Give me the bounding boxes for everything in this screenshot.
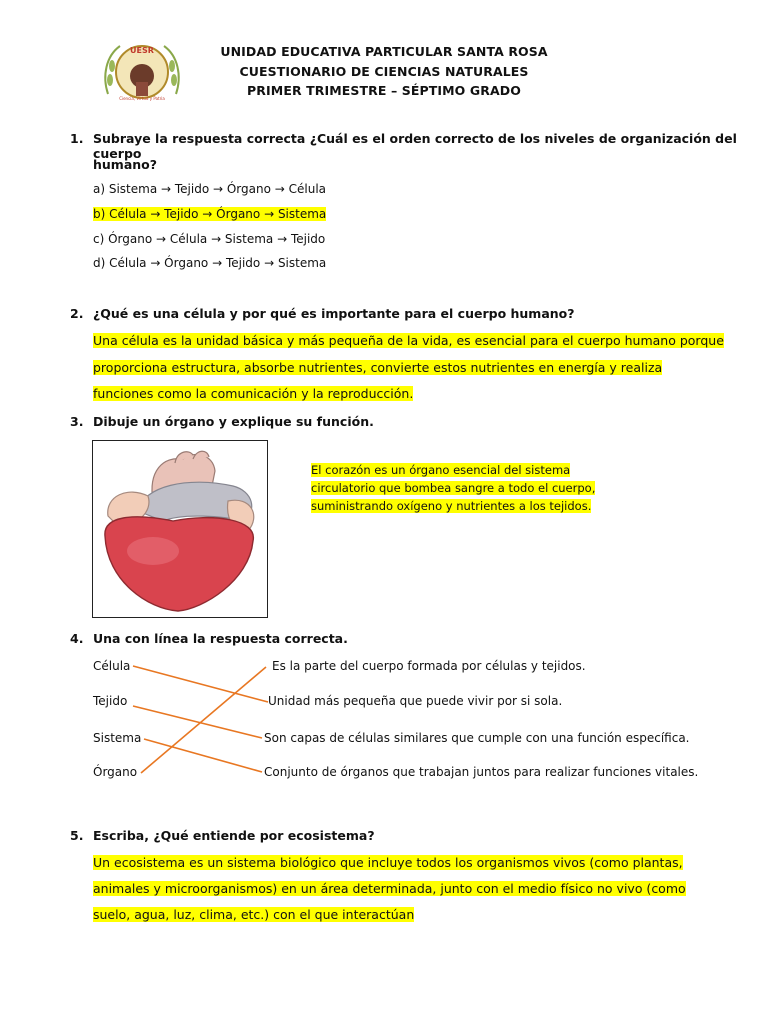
q3-answer-line: El corazón es un órgano esencial del sistema xyxy=(311,463,571,477)
q2-number: 2. xyxy=(70,306,84,321)
q5-text: Escriba, ¿Qué entiende por ecosistema? xyxy=(93,828,375,843)
match-line-celula xyxy=(133,666,268,702)
subject-title: CUESTIONARIO DE CIENCIAS NATURALES xyxy=(239,64,529,79)
match-term-tejido: Tejido xyxy=(93,694,128,708)
match-definition: Es la parte del cuerpo formada por células y tejidos. xyxy=(272,659,586,673)
match-term-organo: Órgano xyxy=(93,765,138,779)
match-term-sistema: Sistema xyxy=(93,731,142,745)
match-definition: Conjunto de órganos que trabajan juntos para realizar funciones vitales. xyxy=(264,765,699,779)
q5-answer-line: Un ecosistema es un sistema biológico que incluye todos los organismos vivos (como plantas, xyxy=(93,855,683,870)
q4-number: 4. xyxy=(70,631,84,646)
q2-answer-line: Una célula es la unidad básica y más pequeña de la vida, es esencial para el cuerpo humano porque xyxy=(93,333,724,348)
q5-answer-line: suelo, agua, luz, clima, etc.) con el que interactúan xyxy=(93,907,415,922)
q2-answer-line: funciones como la comunicación y la reproducción. xyxy=(93,386,414,401)
q1-option-b: b) Célula → Tejido → Órgano → Sistema xyxy=(93,207,327,221)
q3-answer-line: suministrando oxígeno y nutrientes a los tejidos. xyxy=(311,499,592,513)
q1-number: 1. xyxy=(70,131,84,146)
q1-option-c: c) Órgano → Célula → Sistema → Tejido xyxy=(93,232,326,246)
match-line-tejido xyxy=(133,706,262,738)
q1-text: Subraye la respuesta correcta ¿Cuál es el orden correcto de los niveles de organización del cuerpo xyxy=(93,131,737,161)
svg-text:Ciencia, Virtud y Patria: Ciencia, Virtud y Patria xyxy=(119,96,165,101)
match-line-organo xyxy=(141,667,266,773)
svg-text:UESR: UESR xyxy=(130,46,154,55)
q1-option-d: d) Célula → Órgano → Tejido → Sistema xyxy=(93,256,327,270)
q5-number: 5. xyxy=(70,828,84,843)
q1-text-cont: humano? xyxy=(93,157,157,172)
q1-option-a: a) Sistema → Tejido → Órgano → Célula xyxy=(93,182,327,196)
school-name: UNIDAD EDUCATIVA PARTICULAR SANTA ROSA xyxy=(220,44,548,59)
q2-answer-line: proporciona estructura, absorbe nutrientes, convierte estos nutrientes en energía y realiza xyxy=(93,360,663,375)
term-title: PRIMER TRIMESTRE – SÉPTIMO GRADO xyxy=(247,83,521,98)
q3-answer-line: circulatorio que bombea sangre a todo el cuerpo, xyxy=(311,481,596,495)
match-term-celula: Célula xyxy=(93,659,131,673)
q3-number: 3. xyxy=(70,414,84,429)
q5-answer-line: animales y microorganismos) en un área determinada, junto con el medio físico no vivo (como xyxy=(93,881,686,896)
match-definition: Son capas de células similares que cumple con una función específica. xyxy=(264,731,690,745)
q4-text: Una con línea la respuesta correcta. xyxy=(93,631,348,646)
match-definition: Unidad más pequeña que puede vivir por si sola. xyxy=(268,694,563,708)
q2-text: ¿Qué es una célula y por qué es importante para el cuerpo humano? xyxy=(93,306,575,321)
q3-text: Dibuje un órgano y explique su función. xyxy=(93,414,374,429)
